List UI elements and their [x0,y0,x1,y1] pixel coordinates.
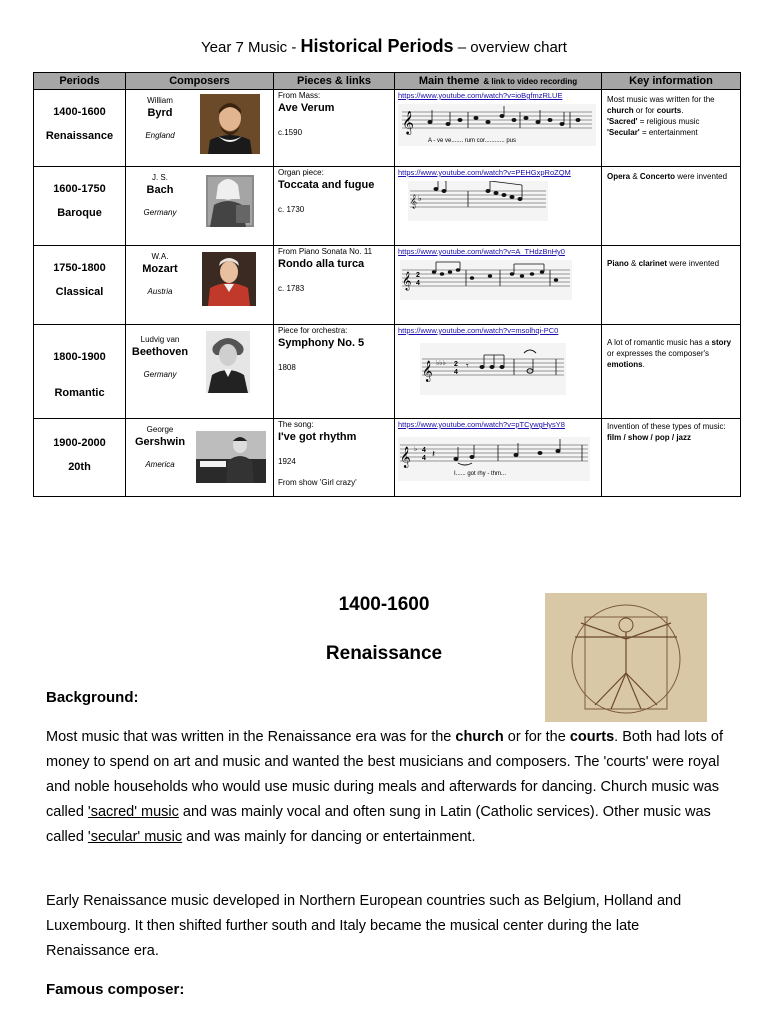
svg-text:2: 2 [416,272,420,279]
header-periods: Periods [34,73,126,90]
video-link[interactable]: https://www.youtube.com/watch?v=pTCywgHysY8 [398,420,565,429]
table-row [34,419,741,497]
period-years: 1400-1600 [53,106,106,118]
para-underlined: 'secular' music [87,829,183,845]
score-bach [408,181,548,221]
para-text: . Both had lots of money to spend on art and music and wanted the best musicians and composers. The 'courts' were royal and noble households who would use music during meals and afterwards for dancing. Church music was called [46,729,723,820]
para-text: and was mainly vocal and often sung in Latin (Catholic services). Other music was called [46,804,711,845]
svg-text:♭: ♭ [414,446,418,453]
svg-text:𝄞: 𝄞 [402,110,414,134]
key-text: . [681,106,684,115]
key-bold: church [607,106,634,115]
piece-from: From Mass: [278,91,321,100]
para-text: or for the [503,729,570,745]
piece-title: I've got rhythm [278,431,357,443]
piece-cell [274,419,395,497]
header-pieces: Pieces & links [274,73,395,90]
svg-text:♭♭♭: ♭♭♭ [436,360,446,367]
key-text: were invented [675,172,728,181]
piece-title: Toccata and fugue [278,179,375,191]
beethoven-portrait [206,331,250,393]
para-underlined: 'sacred' music [87,804,179,820]
famous-heading: Famous composer: [46,981,185,998]
key-text: or for [633,106,657,115]
theme-cell [395,167,602,246]
key-text: . [642,360,645,369]
piece-cell [274,246,395,325]
theme-cell [395,246,602,325]
composer-cell [126,419,274,497]
piece-from: The song: [278,420,314,429]
key-cell [602,325,741,419]
svg-text:𝄞: 𝄞 [422,361,433,382]
piece-from: Organ piece: [278,168,324,177]
composer-country: America [145,460,175,469]
key-bold: Opera [607,172,631,181]
section-years: 1400-1600 [338,594,430,615]
key-text: were invented [667,259,720,268]
composer-surname: Bach [146,184,174,196]
svg-text:2: 2 [454,361,458,368]
key-bold: courts [656,106,682,115]
svg-text:4: 4 [422,455,426,462]
key-bold: emotions [607,360,643,369]
piece-date: 1924 [278,457,296,466]
table-row [34,167,741,246]
table-row [34,246,741,325]
paragraph-origins: Early Renaissance music developed in Northern European countries such as Belgium, Holland and Luxembourg. It then shifted further south and Italy became the musical center during the late Renaissance era. [46,893,682,959]
piece-cell [274,325,395,419]
composer-cell [126,246,274,325]
composer-first: Ludvig van [140,335,180,344]
period-era: Romantic [54,387,105,399]
background-heading: Background: [46,689,139,706]
composer-surname: Beethoven [131,346,189,358]
para-bold: church [455,729,504,745]
period-years: 1750-1800 [53,262,106,274]
piece-cell [274,167,395,246]
composer-cell [126,90,274,167]
piece-title: Rondo alla turca [278,258,365,270]
svg-text:𝄞: 𝄞 [402,271,412,290]
period-cell [34,246,126,325]
piece-date: c.1590 [278,128,303,137]
period-cell [34,167,126,246]
key-text: & [630,172,640,181]
composer-country: England [145,131,175,140]
key-bold: film / show / pop / jazz [607,433,692,442]
key-bold: Piano [607,259,629,268]
period-era: 20th [68,461,91,473]
score-byrd [398,104,596,146]
title-suffix: – overview chart [453,39,567,56]
mozart-portrait [202,252,256,306]
svg-text:4: 4 [422,447,426,454]
key-bold: 'Secular' [607,128,640,137]
header-composers: Composers [126,73,274,90]
gershwin-lyrics: I...... got rhy - thm... [454,471,507,477]
video-link[interactable]: https://www.youtube.com/watch?v=msolhqi-PC0 [398,326,559,335]
period-cell [34,419,126,497]
period-era: Renaissance [45,130,114,142]
gershwin-portrait [196,431,266,483]
key-text: & [628,259,639,268]
composer-cell [126,325,274,419]
key-cell [602,90,741,167]
header-theme [395,73,602,90]
key-text: Most music was written for the [607,95,715,104]
composer-first: J. S. [151,173,168,182]
key-bold: story [711,338,732,347]
piece-from: From Piano Sonata No. 11 [278,247,373,256]
period-era: Classical [55,286,104,298]
key-bold: 'Sacred' [607,117,638,126]
composer-first: W.A. [151,252,169,261]
key-cell [602,246,741,325]
svg-text:𝄞: 𝄞 [410,194,418,208]
video-link[interactable]: https://www.youtube.com/watch?v=ioBgfmzRLUE [398,91,563,100]
composer-first: William [147,96,173,105]
key-text: = religious music [637,117,700,126]
composer-surname: Mozart [142,263,178,275]
theme-cell [395,325,602,419]
period-years: 1800-1900 [53,351,106,363]
table-row [34,90,741,167]
key-bold: Concerto [639,172,676,181]
byrd-portrait [200,94,260,154]
composer-country: Germany [143,208,177,217]
key-text: Invention of these types of music: [607,422,726,431]
vitruvian-man-image [545,593,707,722]
piece-date: c. 1783 [278,284,305,293]
para-text: Most music that was written in the Renaissance era was for the [46,729,456,745]
composer-surname: Gershwin [134,436,186,448]
key-cell [602,419,741,497]
composer-country: Austria [147,287,173,296]
svg-text:4: 4 [416,280,420,287]
byrd-lyrics: A - ve ve....... rum cor............ pus [428,138,517,144]
key-cell [602,167,741,246]
composer-first: George [146,425,174,434]
composer-surname: Byrd [147,107,173,119]
page-title [0,36,768,57]
para-text: and was mainly for dancing or entertainment. [182,829,476,845]
section-era: Renaissance [325,643,443,664]
table-row [34,325,741,419]
piece-title: Ave Verum [278,102,335,114]
theme-cell [395,419,602,497]
piece-title: Symphony No. 5 [278,337,365,349]
score-beethoven [420,343,566,395]
period-cell [34,90,126,167]
paragraph-background [46,725,726,850]
score-mozart [400,260,572,300]
header-theme-small: & link to video recording [483,77,578,86]
piece-date: 1808 [278,363,296,372]
composer-cell [126,167,274,246]
piece-from: Piece for orchestra: [278,326,348,335]
svg-text:𝄽: 𝄽 [432,449,436,460]
title-bold: Historical Periods [300,36,454,56]
piece-note: From show 'Girl crazy' [278,478,357,487]
key-bold: clarinet [638,259,668,268]
period-era: Baroque [57,207,102,219]
period-years: 1900-2000 [53,437,106,449]
header-key: Key information [602,73,741,90]
piece-date: c. 1730 [278,205,305,214]
key-text: = entertainment [639,128,698,137]
svg-text:𝄞: 𝄞 [400,447,411,468]
svg-text:𝄾: 𝄾 [466,361,469,372]
period-cell [34,325,126,419]
period-years: 1600-1750 [53,183,106,195]
svg-text:♭: ♭ [418,194,422,203]
svg-text:4: 4 [454,369,458,376]
composer-country: Germany [143,370,177,379]
score-gershwin [398,437,590,481]
video-link[interactable]: https://www.youtube.com/watch?v=PEHGxpRoZQM [398,168,571,177]
bach-portrait [206,175,254,227]
piece-cell [274,90,395,167]
header-theme-label: Main theme [418,75,480,87]
para-bold: courts [569,729,615,745]
title-prefix: Year 7 Music - [201,39,301,56]
overview-table [33,72,741,497]
table-header-row [34,73,741,90]
video-link[interactable]: https://www.youtube.com/watch?v=A_THdzBnHy0 [398,247,565,256]
key-text: A lot of romantic music has a [607,338,712,347]
key-text: or expresses the composer's [607,349,710,358]
theme-cell [395,90,602,167]
